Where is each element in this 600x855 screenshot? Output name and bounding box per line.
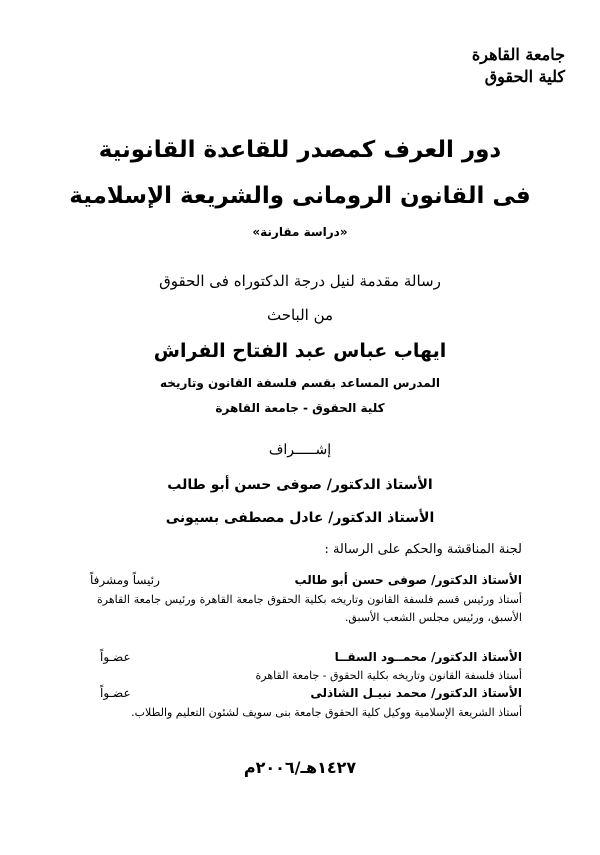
thesis-purpose: رسالة مقدمة لنيل درجة الدكتوراه فى الحقوق — [159, 272, 441, 290]
committee-member-name: الأستاذ الدكتور/ محمــود السقــا — [334, 650, 522, 664]
committee-member-role: عضـواً — [100, 686, 131, 700]
committee-member-role: رئيساً ومشرفاً — [90, 573, 160, 587]
author-name: ايهاب عباس عبد الفتاح الفراش — [153, 340, 447, 362]
committee-member-description: أستاذ فلسفة القانون وتاريخه بكلية الحقوق - جامعة القاهرة — [255, 669, 522, 682]
committee-member-role: عضـواً — [100, 650, 131, 664]
committee-member-name: الأستاذ الدكتور/ محمد نبيـل الشاذلى — [310, 686, 522, 700]
committee-member-description: أستاذ ورئيس قسم فلسفة القانون وتاريخه بكلية الحقوق جامعة القاهرة ورئيس جامعة القاهرة الأسبق، ورئيس مجلس الشعب الأسبق. — [97, 593, 522, 624]
thesis-title-line2: فى القانون الرومانى والشريعة الإسلامية — [69, 183, 531, 209]
author-position-line2: كلية الحقوق - جامعة القاهرة — [215, 401, 385, 415]
thesis-byline: من الباحث — [266, 306, 334, 324]
supervisor-1: الأستاذ الدكتور/ صوفى حسن أبو طالب — [167, 477, 433, 493]
author-position-line1: المدرس المساعد بقسم فلسفة القانون وتاريخه — [160, 376, 440, 390]
supervision-label: إشـــــراف — [268, 442, 332, 458]
university-header — [472, 44, 565, 88]
faculty-name: كلية الحقوق — [484, 67, 565, 86]
thesis-subtitle: «دراسة مقارنة» — [252, 225, 348, 239]
committee-member-description: أستاذ الشريعة الإسلامية ووكيل كلية الحقوق جامعة بنى سويف لشئون التعليم والطلاب. — [131, 706, 522, 719]
committee-title: لجنة المناقشة والحكم على الرسالة : — [324, 542, 522, 557]
thesis-title-line1: دور العرف كمصدر للقاعدة القانونية — [98, 137, 502, 163]
committee-member-name: الأستاذ الدكتور/ صوفى حسن أبو طالب — [294, 573, 522, 587]
thesis-date: ١٤٢٧هـ/٢٠٠٦م — [243, 758, 357, 777]
supervisor-2: الأستاذ الدكتور/ عادل مصطفى بسيونى — [165, 510, 435, 526]
university-name: جامعة القاهرة — [471, 45, 565, 64]
